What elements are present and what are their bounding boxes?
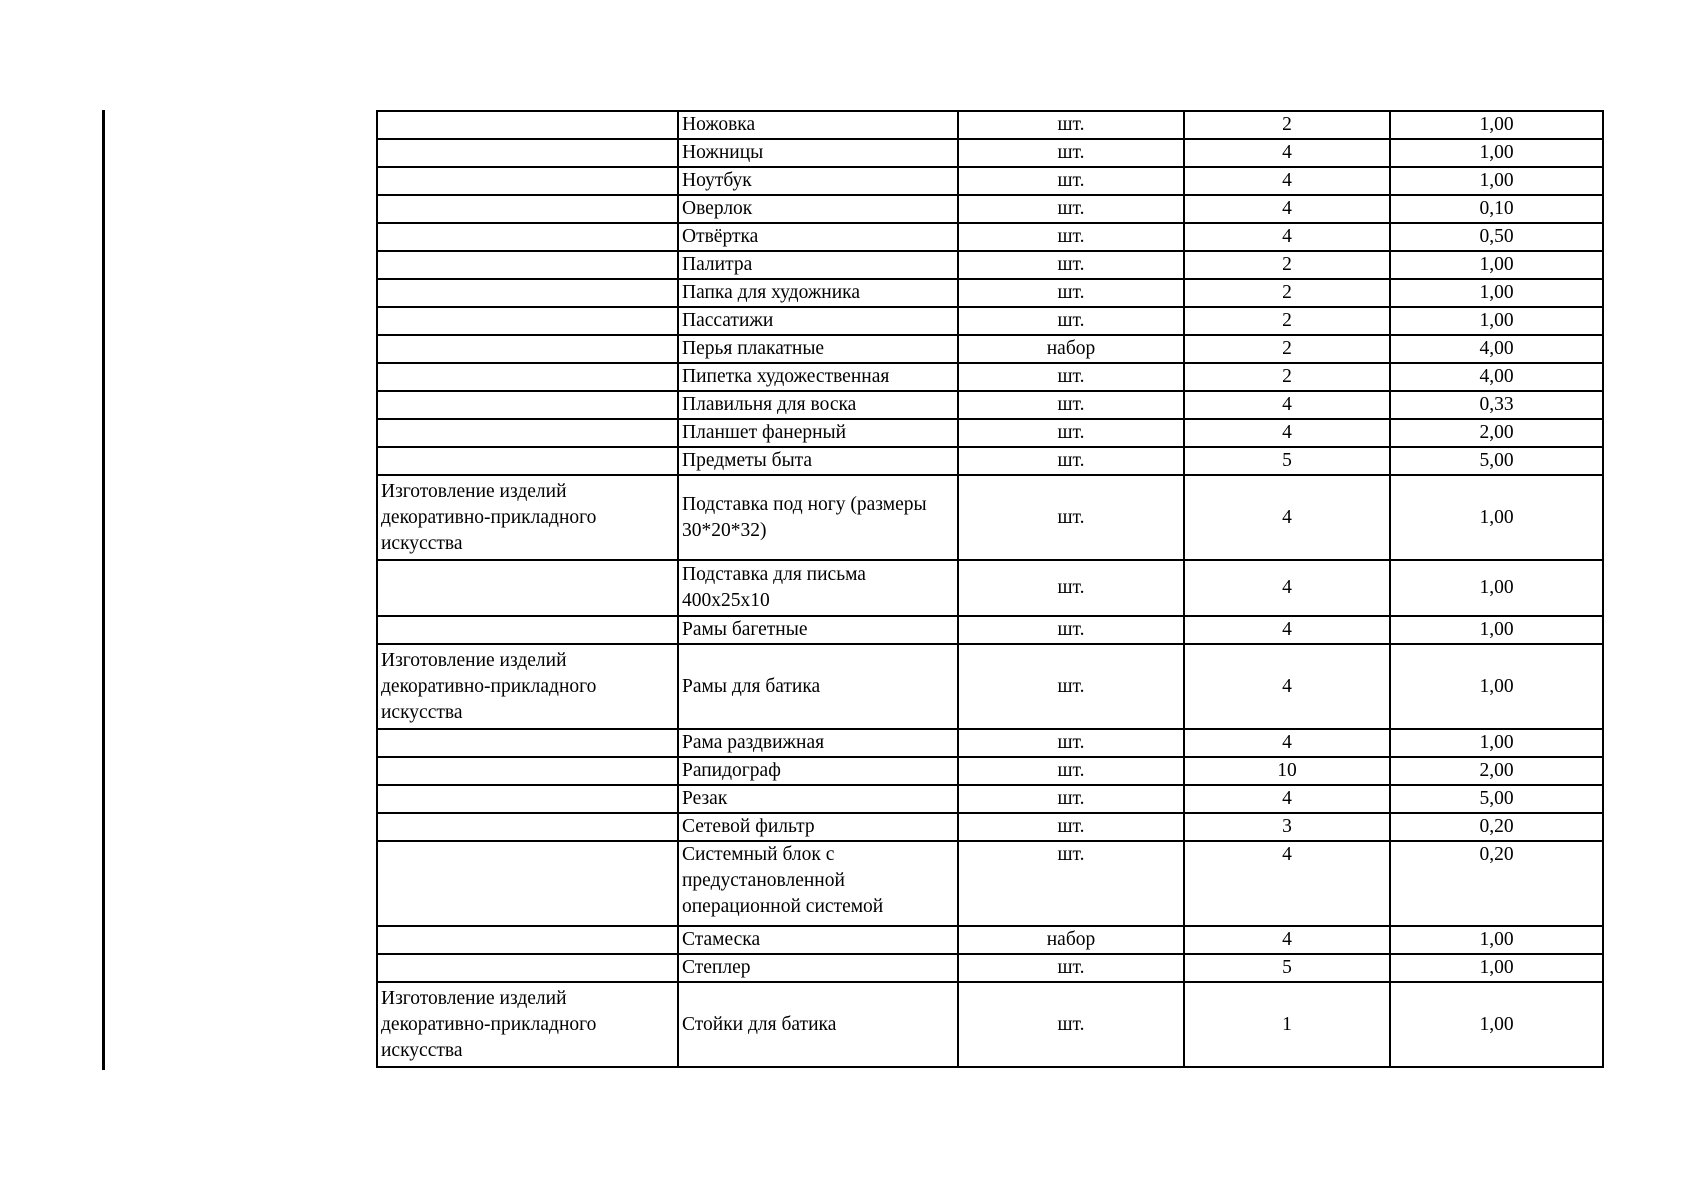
table-row [377,954,1603,982]
term-cell: 0,33 [1390,391,1603,419]
table-row [377,335,1603,363]
category-cell [377,729,678,757]
term-cell: 1,00 [1390,729,1603,757]
quantity-cell: 5 [1184,447,1390,475]
item-name-cell: Степлер [678,954,958,982]
unit-cell: шт. [958,560,1184,616]
unit-cell: шт. [958,223,1184,251]
unit-cell: шт. [958,475,1184,560]
term-cell: 1,00 [1390,926,1603,954]
table-row [377,560,1603,616]
item-name-cell: Резак [678,785,958,813]
table-row [377,223,1603,251]
item-name-cell: Перья плакатные [678,335,958,363]
term-cell: 5,00 [1390,447,1603,475]
unit-cell: набор [958,926,1184,954]
quantity-cell: 4 [1184,644,1390,729]
term-cell: 5,00 [1390,785,1603,813]
quantity-cell: 4 [1184,195,1390,223]
unit-cell: шт. [958,195,1184,223]
quantity-cell: 4 [1184,419,1390,447]
item-name-cell: Палитра [678,251,958,279]
unit-cell: шт. [958,729,1184,757]
item-name-cell: Рама раздвижная [678,729,958,757]
table-row [377,195,1603,223]
quantity-cell: 4 [1184,729,1390,757]
item-name-cell: Ноутбук [678,167,958,195]
quantity-cell: 4 [1184,139,1390,167]
left-margin-rule [102,110,105,1070]
category-cell [377,926,678,954]
unit-cell: шт. [958,363,1184,391]
term-cell: 1,00 [1390,475,1603,560]
category-cell [377,391,678,419]
item-name-cell: Плавильня для воска [678,391,958,419]
unit-cell: шт. [958,111,1184,139]
term-cell: 1,00 [1390,279,1603,307]
item-name-cell: Ножовка [678,111,958,139]
category-cell [377,195,678,223]
category-cell [377,223,678,251]
category-cell: Изготовление изделий декоративно-прикладного искусства [377,644,678,729]
table-row [377,616,1603,644]
term-cell: 4,00 [1390,363,1603,391]
unit-cell: шт. [958,139,1184,167]
table-row [377,785,1603,813]
unit-cell: шт. [958,391,1184,419]
unit-cell: шт. [958,419,1184,447]
table-row [377,729,1603,757]
category-cell [377,954,678,982]
table-row [377,139,1603,167]
category-cell: Изготовление изделий декоративно-прикладного искусства [377,475,678,560]
item-name-cell: Подставка под ногу (размеры 30*20*32) [678,475,958,560]
category-cell [377,419,678,447]
item-name-cell: Оверлок [678,195,958,223]
table-row [377,982,1603,1067]
term-cell: 0,20 [1390,813,1603,841]
item-name-cell: Рапидограф [678,757,958,785]
item-name-cell: Пипетка художественная [678,363,958,391]
table-row [377,447,1603,475]
table-row [377,841,1603,926]
unit-cell: шт. [958,982,1184,1067]
quantity-cell: 4 [1184,926,1390,954]
term-cell: 1,00 [1390,644,1603,729]
category-cell: Изготовление изделий декоративно-прикладного искусства [377,982,678,1067]
quantity-cell: 2 [1184,307,1390,335]
item-name-cell: Подставка для письма 400х25х10 [678,560,958,616]
unit-cell: шт. [958,167,1184,195]
item-name-cell: Планшет фанерный [678,419,958,447]
unit-cell: шт. [958,954,1184,982]
equipment-table-body [377,111,1603,1067]
item-name-cell: Пассатижи [678,307,958,335]
term-cell: 1,00 [1390,167,1603,195]
quantity-cell: 4 [1184,616,1390,644]
table-row [377,757,1603,785]
table-row [377,419,1603,447]
category-cell [377,139,678,167]
item-name-cell: Ножницы [678,139,958,167]
category-cell [377,841,678,926]
term-cell: 1,00 [1390,139,1603,167]
table-row [377,926,1603,954]
category-cell [377,785,678,813]
quantity-cell: 2 [1184,251,1390,279]
quantity-cell: 4 [1184,391,1390,419]
quantity-cell: 4 [1184,223,1390,251]
table-row [377,391,1603,419]
item-name-cell: Системный блок с предустановленной операционной системой [678,841,958,926]
quantity-cell: 1 [1184,982,1390,1067]
category-cell [377,111,678,139]
category-cell [377,279,678,307]
table-row [377,111,1603,139]
term-cell: 1,00 [1390,251,1603,279]
unit-cell: шт. [958,841,1184,926]
quantity-cell: 4 [1184,475,1390,560]
quantity-cell: 10 [1184,757,1390,785]
item-name-cell: Отвёртка [678,223,958,251]
category-cell [377,167,678,195]
quantity-cell: 2 [1184,279,1390,307]
unit-cell: шт. [958,757,1184,785]
quantity-cell: 4 [1184,560,1390,616]
category-cell [377,335,678,363]
quantity-cell: 4 [1184,841,1390,926]
term-cell: 1,00 [1390,616,1603,644]
quantity-cell: 5 [1184,954,1390,982]
equipment-table [376,110,1604,1068]
category-cell [377,757,678,785]
unit-cell: шт. [958,616,1184,644]
item-name-cell: Папка для художника [678,279,958,307]
item-name-cell: Рамы для батика [678,644,958,729]
category-cell [377,813,678,841]
term-cell: 2,00 [1390,757,1603,785]
category-cell [377,447,678,475]
term-cell: 1,00 [1390,307,1603,335]
category-cell [377,616,678,644]
unit-cell: шт. [958,785,1184,813]
category-cell [377,307,678,335]
term-cell: 1,00 [1390,111,1603,139]
table-row [377,363,1603,391]
table-row [377,307,1603,335]
unit-cell: шт. [958,813,1184,841]
quantity-cell: 2 [1184,335,1390,363]
term-cell: 2,00 [1390,419,1603,447]
term-cell: 1,00 [1390,982,1603,1067]
unit-cell: шт. [958,251,1184,279]
quantity-cell: 4 [1184,167,1390,195]
term-cell: 0,50 [1390,223,1603,251]
unit-cell: шт. [958,279,1184,307]
term-cell: 0,10 [1390,195,1603,223]
table-row [377,813,1603,841]
table-row [377,251,1603,279]
term-cell: 0,20 [1390,841,1603,926]
category-cell [377,363,678,391]
table-row [377,475,1603,560]
table-row [377,167,1603,195]
term-cell: 1,00 [1390,954,1603,982]
category-cell [377,251,678,279]
table-row [377,279,1603,307]
unit-cell: шт. [958,644,1184,729]
quantity-cell: 2 [1184,363,1390,391]
quantity-cell: 3 [1184,813,1390,841]
item-name-cell: Рамы багетные [678,616,958,644]
item-name-cell: Сетевой фильтр [678,813,958,841]
item-name-cell: Стойки для батика [678,982,958,1067]
category-cell [377,560,678,616]
unit-cell: набор [958,335,1184,363]
unit-cell: шт. [958,307,1184,335]
item-name-cell: Предметы быта [678,447,958,475]
item-name-cell: Стамеска [678,926,958,954]
term-cell: 4,00 [1390,335,1603,363]
quantity-cell: 2 [1184,111,1390,139]
table-row [377,644,1603,729]
unit-cell: шт. [958,447,1184,475]
quantity-cell: 4 [1184,785,1390,813]
term-cell: 1,00 [1390,560,1603,616]
